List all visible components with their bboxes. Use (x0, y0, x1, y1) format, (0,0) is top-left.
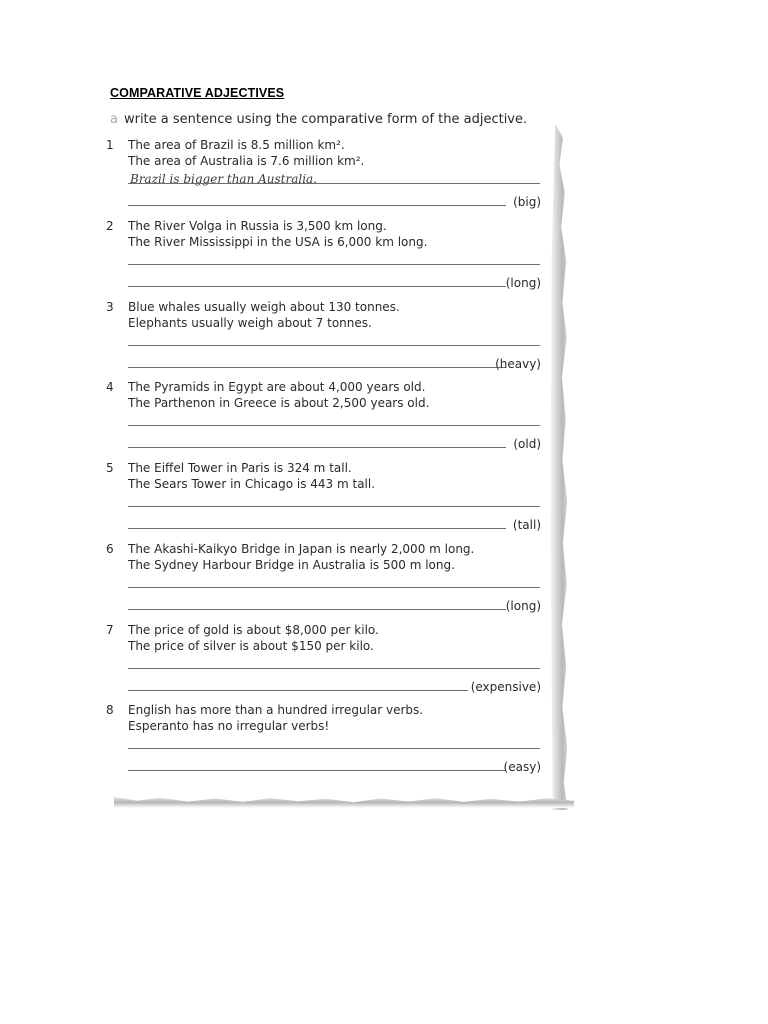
answer-line[interactable] (128, 506, 540, 507)
exercise-item-3 (106, 300, 551, 382)
adjective-hint: (easy) (503, 760, 541, 774)
answer-line[interactable] (128, 690, 468, 691)
item-sentence-2: Esperanto has no irregular verbs! (128, 719, 330, 733)
item-sentence-2: The Parthenon in Greece is about 2,500 years old. (128, 396, 430, 410)
item-sentence-1: The price of gold is about $8,000 per kilo. (128, 623, 379, 637)
example-answer: Brazil is bigger than Australia. (130, 172, 318, 186)
item-sentence-1: The Akashi-Kaikyo Bridge in Japan is nearly 2,000 m long. (128, 542, 475, 556)
answer-line[interactable] (128, 425, 540, 426)
answer-line[interactable] (128, 748, 540, 749)
item-number: 8 (106, 703, 114, 717)
instruction (110, 112, 527, 127)
answer-line[interactable] (128, 528, 506, 529)
item-number: 2 (106, 219, 114, 233)
exercise-item-1 (106, 138, 551, 220)
item-number: 1 (106, 138, 114, 152)
answer-line[interactable] (128, 447, 506, 448)
answer-line[interactable] (128, 286, 506, 287)
exercise-item-5 (106, 461, 551, 543)
item-sentence-1: English has more than a hundred irregular verbs. (128, 703, 424, 717)
item-sentence-2: The River Mississippi in the USA is 6,000 km long. (128, 235, 428, 249)
answer-line[interactable] (128, 264, 540, 265)
answer-line[interactable] (128, 587, 540, 588)
exercise-marker: a (110, 112, 118, 127)
item-sentence-2: The area of Australia is 7.6 million km². (128, 154, 365, 168)
instruction-text: write a sentence using the comparative form of the adjective. (123, 112, 528, 127)
page-title: COMPARATIVE ADJECTIVES (110, 86, 285, 100)
exercise-item-2 (106, 219, 551, 301)
item-sentence-2: The price of silver is about $150 per kilo. (128, 639, 374, 653)
exercise-item-8 (106, 703, 551, 785)
item-sentence-1: The area of Brazil is 8.5 million km². (128, 138, 345, 152)
answer-line[interactable] (128, 609, 506, 610)
adjective-hint: (expensive) (470, 680, 541, 694)
item-number: 5 (106, 461, 114, 475)
item-sentence-2: Elephants usually weigh about 7 tonnes. (128, 316, 372, 330)
item-number: 7 (106, 623, 114, 637)
answer-line[interactable] (128, 367, 506, 368)
exercise-item-7 (106, 623, 551, 705)
exercise-item-6 (106, 542, 551, 624)
item-sentence-1: The Eiffel Tower in Paris is 324 m tall. (128, 461, 352, 475)
answer-line[interactable] (128, 345, 540, 346)
adjective-hint: (long) (505, 276, 541, 290)
adjective-hint: (heavy) (495, 357, 541, 371)
item-sentence-1: The Pyramids in Egypt are about 4,000 years old. (128, 380, 426, 394)
item-sentence-1: The River Volga in Russia is 3,500 km long. (128, 219, 387, 233)
item-sentence-2: The Sydney Harbour Bridge in Australia is 500 m long. (128, 558, 455, 572)
answer-line[interactable] (128, 205, 506, 206)
adjective-hint: (tall) (512, 518, 541, 532)
item-number: 6 (106, 542, 114, 556)
answer-line[interactable] (128, 668, 540, 669)
answer-line[interactable] (128, 183, 540, 184)
item-sentence-1: Blue whales usually weigh about 130 tonnes. (128, 300, 400, 314)
item-number: 3 (106, 300, 114, 314)
answer-line[interactable] (128, 770, 506, 771)
item-sentence-2: The Sears Tower in Chicago is 443 m tall. (128, 477, 376, 491)
exercise-item-4 (106, 380, 551, 462)
item-number: 4 (106, 380, 114, 394)
adjective-hint: (long) (505, 599, 541, 613)
adjective-hint: (old) (513, 437, 541, 451)
adjective-hint: (big) (513, 195, 541, 209)
